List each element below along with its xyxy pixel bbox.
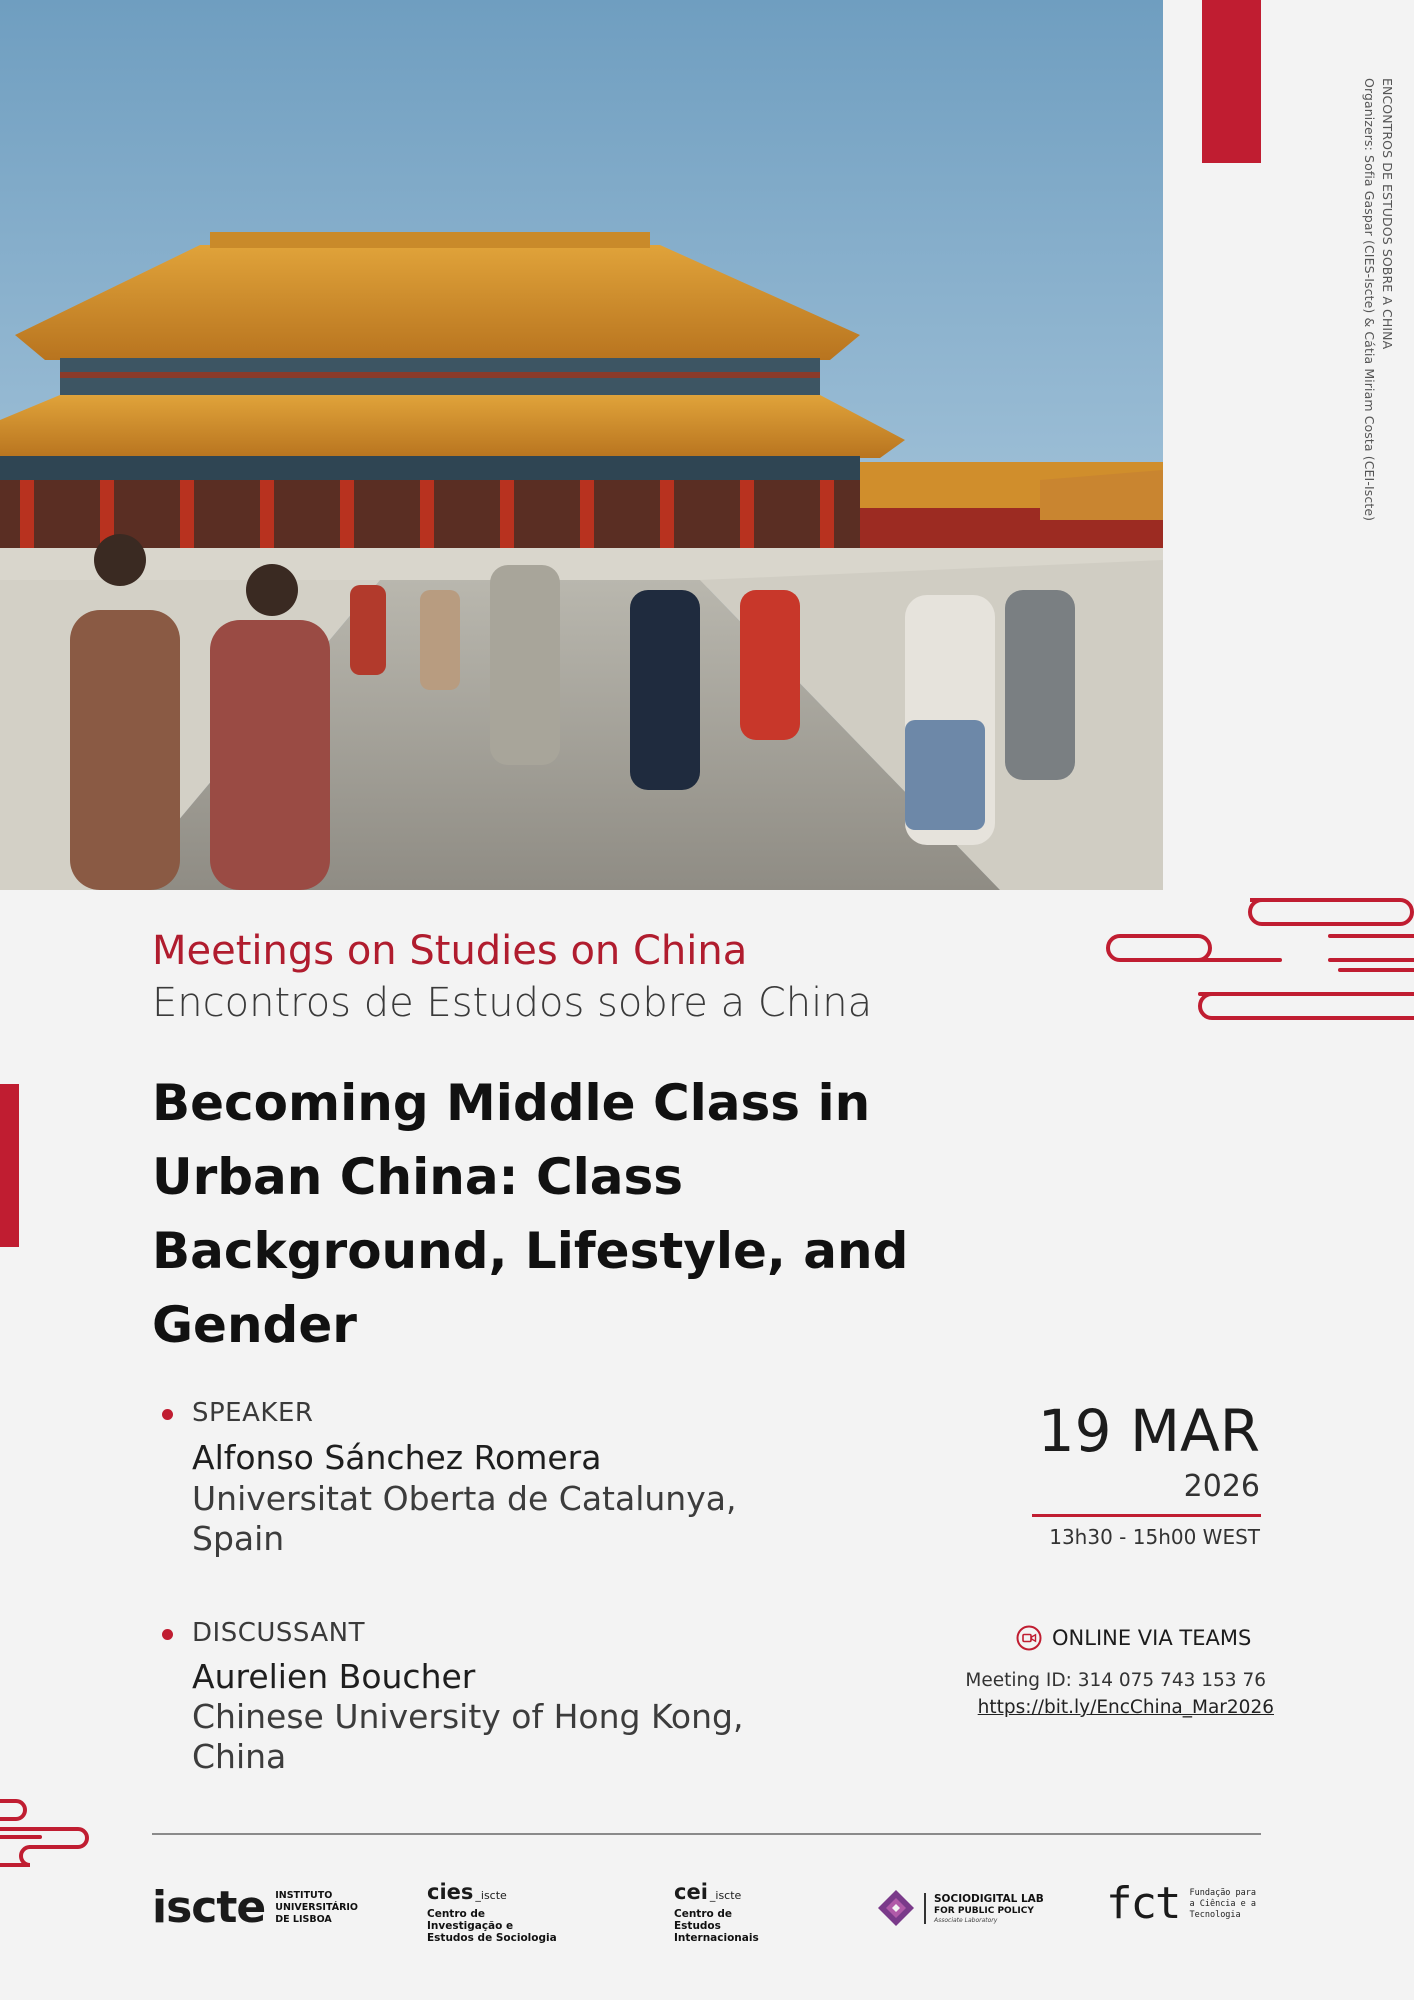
speaker-name: Alfonso Sánchez Romera [192,1438,602,1477]
header-photo [0,0,1163,890]
sociodigital-lab-subtitle: FOR PUBLIC POLICY [934,1905,1034,1916]
cies-wordmark: cies [427,1880,474,1904]
cloud-decoration-left [0,1796,92,1868]
date-divider [1032,1514,1261,1517]
discussant-bullet [162,1629,173,1640]
online-info [1016,1625,1251,1651]
discussant-institution: Chinese University of Hong Kong, China [192,1697,744,1776]
accent-bar-left [0,1084,19,1247]
iscte-wordmark: iscte [152,1882,266,1933]
fct-subtitle: Fundação para a Ciência e a Tecnologia [1189,1887,1257,1920]
sociodigital-lab-title: SOCIODIGITAL LAB [934,1892,1044,1905]
forbidden-city-illustration [0,0,1163,890]
iscte-subtitle: INSTITUTO UNIVERSITÁRIO DE LISBOA [275,1890,358,1925]
fct-wordmark: fct [1106,1878,1180,1929]
event-year: 2026 [1183,1469,1260,1504]
series-title-portuguese: Encontros de Estudos sobre a China [152,980,873,1026]
talk-title: Becoming Middle Class in Urban China: Class Background, Lifestyle, and Gender [152,1074,909,1354]
cei-suffix: _iscte [709,1889,742,1902]
fct-logo [1106,1878,1261,1929]
cei-wordmark: cei [674,1880,708,1904]
side-organizers-label: Organizers: Sofia Gaspar (CIES-Iscte) & Cátia Miriam Costa (CEI-Iscte) [1362,78,1377,522]
sociodigital-lab-logo [876,1888,1044,1928]
cies-subtitle: Centro de Investigação e Estudos de Sociologia [427,1908,557,1944]
meeting-id: Meeting ID: 314 075 743 153 76 [965,1670,1266,1691]
side-series-label: ENCONTROS DE ESTUDOS SOBRE A CHINA [1380,78,1395,350]
cloud-decoration-right [1100,898,1414,1022]
video-camera-icon [1016,1625,1042,1651]
speaker-role-label: SPEAKER [192,1398,314,1428]
event-time: 13h30 - 15h00 WEST [1049,1525,1260,1549]
meeting-link[interactable]: https://bit.ly/EncChina_Mar2026 [977,1697,1274,1718]
speaker-institution: Universitat Oberta de Catalunya, Spain [192,1479,737,1558]
online-label: ONLINE VIA TEAMS [1052,1626,1252,1650]
footer-divider [152,1833,1261,1835]
event-date: 19 MAR [1037,1397,1260,1465]
cies-logo [427,1880,562,1944]
cei-subtitle: Centro de Estudos Internacionais [674,1908,759,1944]
iscte-logo [152,1882,358,1933]
discussant-name: Aurelien Boucher [192,1657,476,1696]
series-title-english: Meetings on Studies on China [152,928,748,974]
sociodigital-lab-mark-icon [876,1888,916,1928]
sociodigital-lab-note: Associate Laboratory [934,1916,998,1924]
vertical-organizers-text [1360,78,1396,521]
discussant-role-label: DISCUSSANT [192,1618,365,1648]
speaker-bullet [162,1409,173,1420]
accent-bar-top [1202,0,1261,163]
cies-suffix: _iscte [475,1889,507,1902]
cei-logo [674,1880,779,1944]
